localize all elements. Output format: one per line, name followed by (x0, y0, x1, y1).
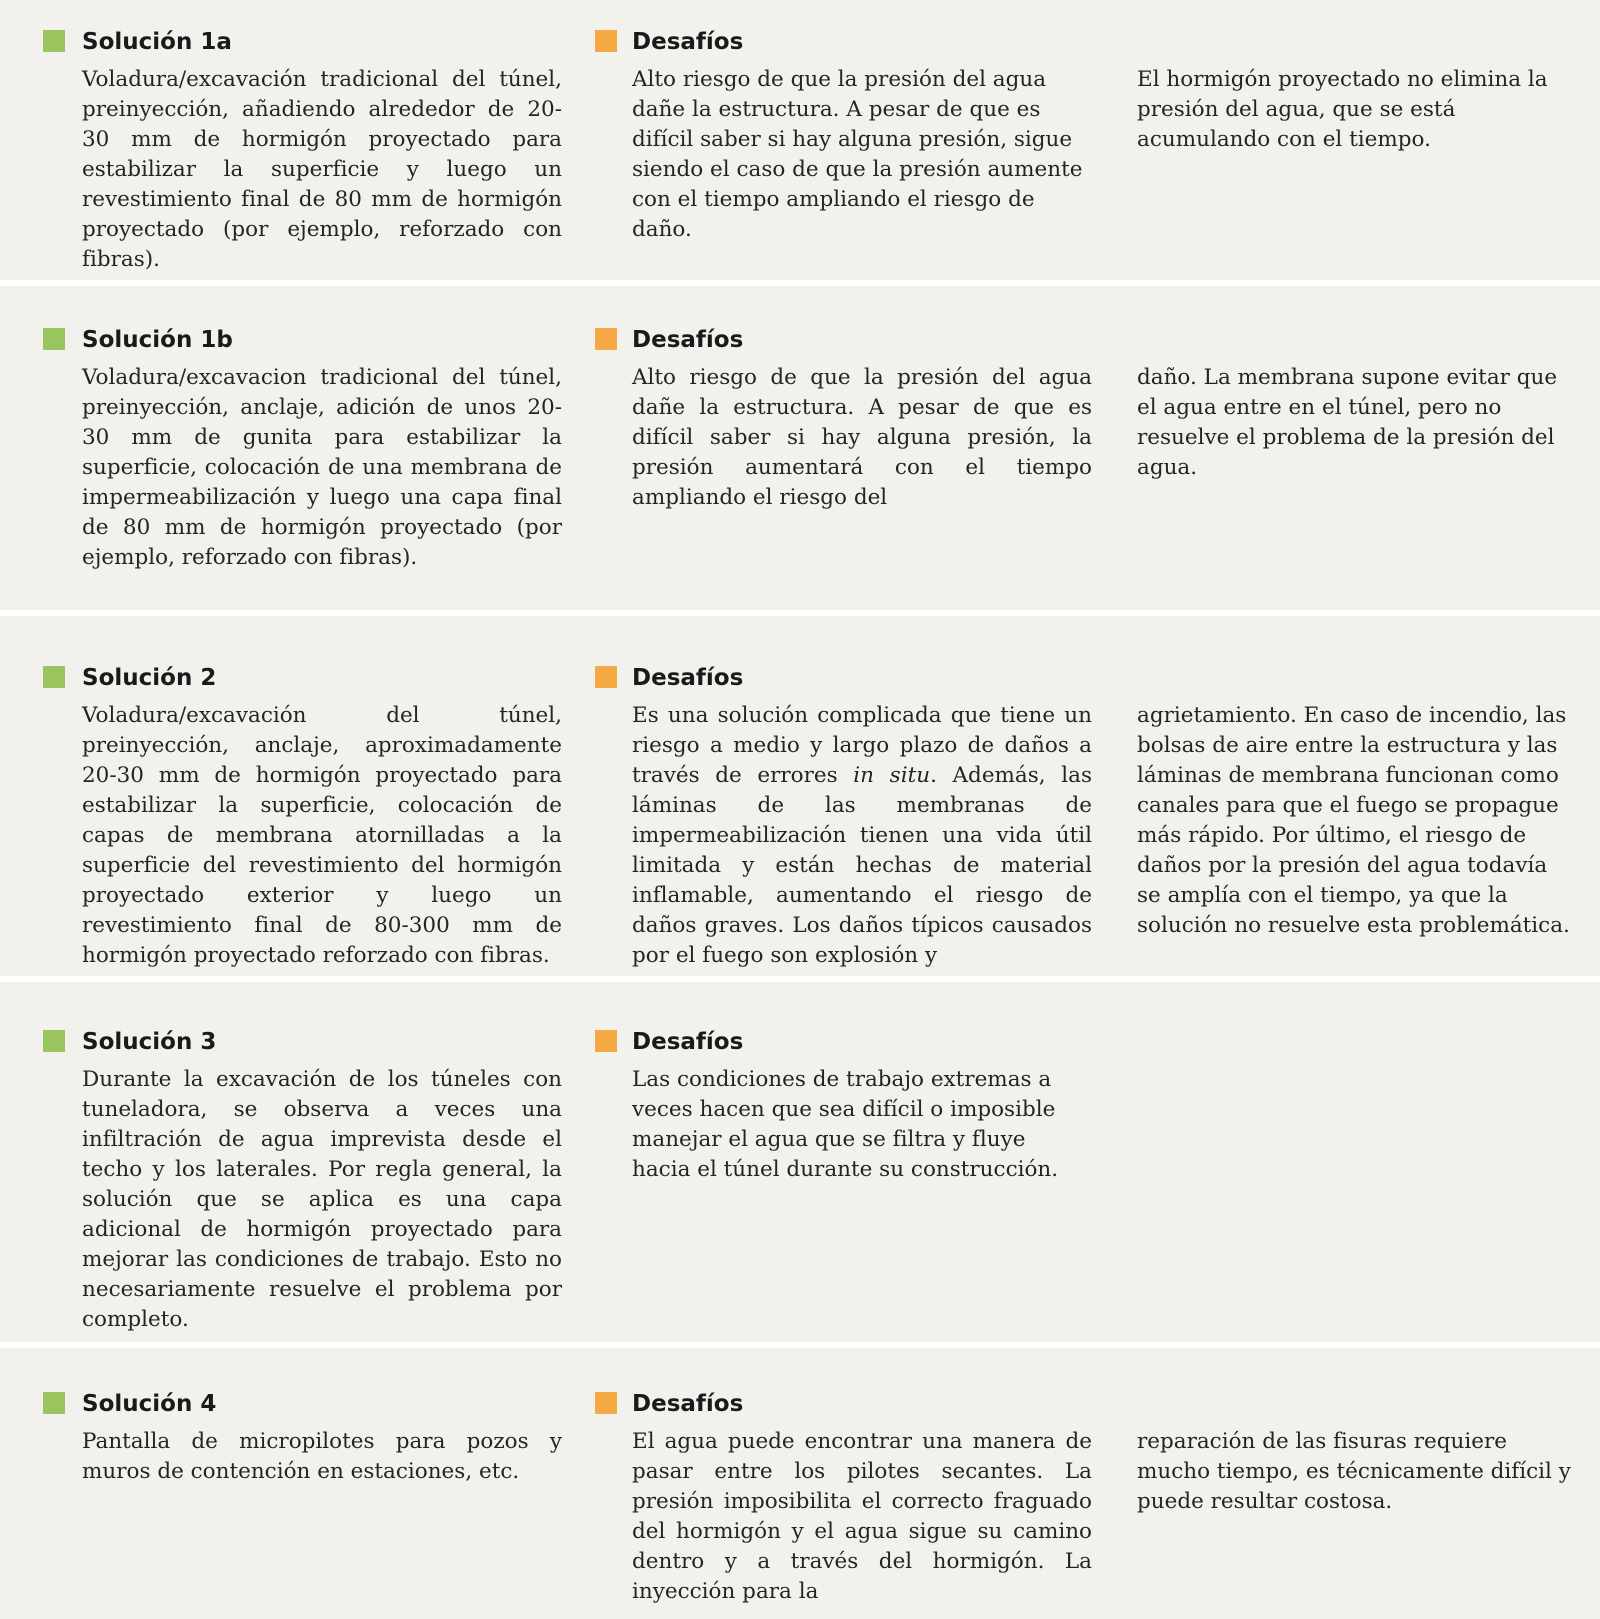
orange-square-icon (595, 328, 617, 350)
challenges-continued-column (1137, 363, 1577, 483)
challenges-column (632, 325, 1092, 513)
solution-title: Solución 2 (82, 665, 217, 691)
challenges-title: Desafíos (632, 327, 744, 353)
challenges-text: Alto riesgo de que la presión del agua dañe la estructura. A pesar de que es difícil saber si hay alguna presión, sigue siendo el caso de que la presión aumente con el tiempo ampliando el riesgo de daño. (632, 67, 1083, 242)
solution-title: Solución 1b (82, 327, 233, 353)
challenges-heading (632, 1027, 1084, 1057)
orange-square-icon (595, 666, 617, 688)
challenges-text-part: . Además, las láminas de las membranas de impermeabilización tienen una vida útil limitada y están hechas de material inflamable, aumentando el riesgo de daños graves. Los daños típicos causados por el fuego son explosión y (632, 763, 1092, 968)
row-solution-4 (0, 1348, 1600, 1619)
solution-text: Voladura/excavación tradicional del túnel, preinyección, añadiendo alrededor de 20-30 mm de hormigón proyectado para estabilizar la superficie y luego un revestimiento final de 80 mm de hormigón proyectado (por ejemplo, reforzado con fibras). (82, 67, 562, 272)
challenges-heading (632, 1389, 1092, 1419)
challenges-continued-text: reparación de las fisuras requiere mucho tiempo, es técnicamente difícil y puede resultar costosa. (1137, 1429, 1571, 1514)
orange-square-icon (595, 1030, 617, 1052)
challenges-heading (632, 663, 1092, 693)
challenges-column (632, 1027, 1084, 1185)
challenges-text-part: Es una solución complicada que tiene un riesgo a medio y largo plazo de daños a través de errores (632, 703, 1092, 788)
green-square-icon (43, 328, 65, 350)
challenges-title: Desafíos (632, 665, 744, 691)
row-solution-3 (0, 982, 1600, 1342)
green-square-icon (43, 666, 65, 688)
solution-column (82, 1389, 562, 1487)
row-solution-1a (0, 0, 1600, 280)
solution-column (82, 663, 562, 971)
challenges-text: El agua puede encontrar una manera de pasar entre los pilotes secantes. La presión imposibilita el correcto fraguado del hormigón y el agua sigue su camino dentro y a través del hormigón. La inyección para la (632, 1429, 1092, 1604)
challenges-text-italic: in situ (853, 763, 931, 788)
row-solution-1b (0, 286, 1600, 610)
challenges-text: Las condiciones de trabajo extremas a veces hacen que sea difícil o imposible manejar el agua que se filtra y fluye hacia el túnel durante su construcción. (632, 1067, 1059, 1182)
challenges-text: Alto riesgo de que la presión del agua dañe la estructura. A pesar de que es difícil saber si hay alguna presión, la presión aumentará con el tiempo ampliando el riesgo del (632, 365, 1092, 510)
challenges-column (632, 27, 1092, 245)
row-solution-2 (0, 616, 1600, 976)
solution-text: Durante la excavación de los túneles con tuneladora, se observa a veces una infiltración de agua imprevista desde el techo y los laterales. Por regla general, la solución que se aplica es una capa adicional de hormigón proyectado para mejorar las condiciones de trabajo. Esto no necesariamente resuelve el problema por completo. (82, 1067, 562, 1332)
challenges-heading (632, 27, 1092, 57)
challenges-continued-text: El hormigón proyectado no elimina la presión del agua, que se está acumulando con el tiempo. (1137, 67, 1548, 152)
solution-title: Solución 4 (82, 1391, 217, 1417)
green-square-icon (43, 30, 65, 52)
green-square-icon (43, 1392, 65, 1414)
solution-title: Solución 3 (82, 1029, 217, 1055)
challenges-continued-text: agrietamiento. En caso de incendio, las bolsas de aire entre la estructura y las láminas de membrana funcionan como canales para que el fuego se propague más rápido. Por último, el riesgo de daños por la presión del agua todavía se amplía con el tiempo, ya que la solución no resuelve esta problemática. (1137, 703, 1570, 938)
solution-column (82, 1027, 562, 1335)
solution-text: Voladura/excavacion tradicional del túnel, preinyección, anclaje, adición de unos 20-30 mm de gunita para estabilizar la superficie, colocación de una membrana de impermeabilización y luego una capa final de 80 mm de hormigón proyectado (por ejemplo, reforzado con fibras). (82, 365, 562, 570)
challenges-continued-column (1137, 1427, 1577, 1517)
challenges-column (632, 1389, 1092, 1607)
challenges-continued-column (1137, 65, 1577, 155)
challenges-title: Desafíos (632, 29, 744, 55)
solution-text: Voladura/excavación del túnel, preinyección, anclaje, aproximadamente 20-30 mm de hormigón proyectado para estabilizar la superficie, colocación de capas de membrana atornilladas a la superficie del revestimiento del hormigón proyectado exterior y luego un revestimiento final de 80-300 mm de hormigón proyectado reforzado con fibras. (82, 703, 562, 968)
orange-square-icon (595, 1392, 617, 1414)
solution-column (82, 27, 562, 275)
challenges-continued-column (1137, 701, 1577, 941)
challenges-title: Desafíos (632, 1391, 744, 1417)
challenges-heading (632, 325, 1092, 355)
challenges-column (632, 663, 1092, 971)
solution-heading (82, 663, 562, 693)
solution-heading (82, 1027, 562, 1057)
orange-square-icon (595, 30, 617, 52)
solution-heading (82, 1389, 562, 1419)
solution-column (82, 325, 562, 573)
challenges-text (632, 701, 1092, 971)
solution-text: Pantalla de micropilotes para pozos y muros de contención en estaciones, etc. (82, 1429, 562, 1484)
solution-title: Solución 1a (82, 29, 232, 55)
solution-heading (82, 27, 562, 57)
solution-heading (82, 325, 562, 355)
challenges-continued-text: daño. La membrana supone evitar que el agua entre en el túnel, pero no resuelve el problema de la presión del agua. (1137, 365, 1558, 480)
green-square-icon (43, 1030, 65, 1052)
challenges-title: Desafíos (632, 1029, 744, 1055)
